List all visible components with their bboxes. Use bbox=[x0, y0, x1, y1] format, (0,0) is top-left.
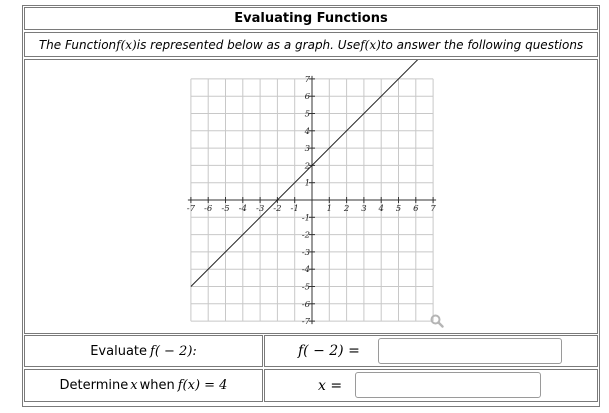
y-tick-label: 5 bbox=[304, 109, 310, 120]
y-tick-label: 1 bbox=[304, 178, 310, 189]
y-tick-label: -7 bbox=[301, 317, 310, 328]
question-1-text: Evaluate bbox=[90, 343, 148, 359]
question-2-prompt bbox=[24, 369, 263, 402]
answer-input-1[interactable] bbox=[378, 338, 562, 364]
x-tick-label: 2 bbox=[343, 204, 350, 214]
x-tick-label: 1 bbox=[326, 204, 333, 214]
instructions bbox=[24, 32, 598, 57]
y-tick-label: -4 bbox=[301, 265, 310, 276]
x-tick-label: -1 bbox=[290, 204, 299, 214]
question-1-prompt bbox=[24, 335, 263, 367]
function-graph bbox=[25, 60, 597, 333]
x-tick-label: 7 bbox=[430, 204, 436, 214]
magnifier-icon[interactable] bbox=[430, 313, 444, 327]
x-tick-label: -2 bbox=[273, 204, 282, 214]
y-tick-label: 4 bbox=[304, 126, 310, 137]
question-1-answer-label: f( − 2) = bbox=[298, 343, 360, 359]
x-tick-label: -7 bbox=[186, 204, 196, 214]
y-tick-label: -2 bbox=[301, 230, 310, 241]
question-2-answer-label: x = bbox=[318, 377, 343, 394]
y-tick-label: 3 bbox=[304, 144, 310, 155]
graph-panel bbox=[24, 59, 598, 334]
function-notation: f(x) bbox=[360, 37, 381, 52]
question-2-math-2: f(x) = 4 bbox=[177, 378, 228, 393]
x-tick-label: -3 bbox=[255, 204, 265, 214]
y-tick-label: 7 bbox=[304, 74, 310, 85]
y-tick-label: -6 bbox=[301, 299, 310, 310]
question-2-text-2: when bbox=[139, 378, 175, 393]
function-line bbox=[191, 60, 442, 287]
y-tick-label: 2 bbox=[304, 161, 310, 172]
question-2-text: Determine bbox=[59, 378, 129, 393]
question-1-math: f( − 2): bbox=[150, 343, 197, 359]
y-tick-label: -3 bbox=[301, 247, 310, 258]
y-tick-label: -5 bbox=[301, 282, 310, 293]
x-tick-label: 3 bbox=[361, 204, 367, 214]
x-tick-label: -5 bbox=[221, 204, 230, 214]
page-title: Evaluating Functions bbox=[24, 7, 598, 30]
x-tick-label: 4 bbox=[378, 204, 384, 214]
instructions-text-1: The Function bbox=[38, 37, 117, 52]
instructions-text-3: to answer the following questions bbox=[380, 37, 584, 52]
x-tick-label: 5 bbox=[395, 204, 402, 214]
y-tick-label: -1 bbox=[301, 213, 310, 224]
x-tick-label: -4 bbox=[238, 204, 247, 214]
y-tick-label: 6 bbox=[304, 92, 310, 103]
function-notation: f(x) bbox=[116, 37, 137, 52]
question-2-math: x bbox=[130, 378, 138, 393]
x-tick-label: 6 bbox=[413, 204, 419, 214]
answer-input-2[interactable] bbox=[355, 372, 541, 398]
x-tick-label: -6 bbox=[204, 204, 213, 214]
instructions-text-2: is represented below as a graph. Use bbox=[136, 37, 361, 52]
